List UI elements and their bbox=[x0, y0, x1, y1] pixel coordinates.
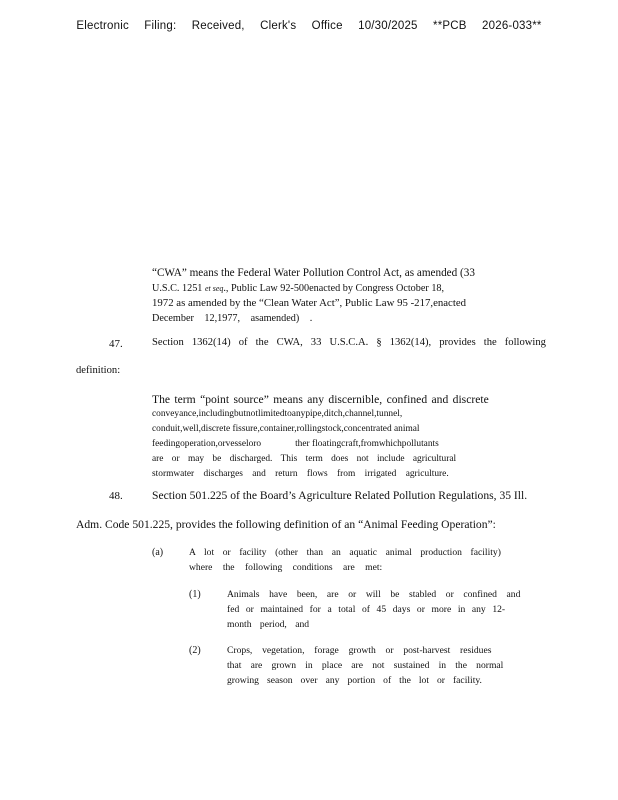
cwa-line-3: 1972 as amended by the “Clean Water Act”, Public Law 95 -217,enacted bbox=[152, 297, 467, 309]
ps-line-3-b: fissure,container,rollingstock,concentrated bbox=[232, 424, 392, 434]
afo-2-text bbox=[227, 643, 503, 688]
ps-line-6: stormwater discharges and return flows from irrigated agriculture. bbox=[152, 469, 449, 479]
ps-line-1: The term “point source” means any discernible, confined and discrete bbox=[152, 393, 489, 406]
para-47-number: 47. bbox=[109, 338, 123, 350]
ps-line-3 bbox=[152, 422, 504, 437]
afo-2-line-1: Crops, vegetation, forage growth or post-harvest residues bbox=[227, 645, 492, 656]
ps-line-4 bbox=[152, 437, 530, 452]
afo-2-label: (2) bbox=[189, 645, 201, 656]
para-47-continuation: definition: bbox=[76, 365, 121, 376]
ps-line-4-a: feedingoperation,orvesseloro bbox=[152, 439, 262, 449]
ps-line-3-c: animal bbox=[394, 424, 420, 434]
afo-a-line-1: A lot or facility (other than an aquatic animal production facility) bbox=[189, 547, 501, 558]
cwa-by-congress: by Congress bbox=[342, 283, 394, 294]
cwa-line-1: “CWA” means the Federal Water Pollution Control Act, as amended (33 bbox=[152, 267, 475, 279]
ps-line-5: are or may be discharged. This term does not include agricultural bbox=[152, 454, 457, 464]
ps-line-2: conveyance,includingbutnotlimitedtoanypipe,ditch,channel,tunnel, bbox=[152, 409, 403, 419]
cwa-line-4: December 12,1977, asamended) . bbox=[152, 313, 313, 324]
afo-a-line-2: where the following conditions are met: bbox=[189, 562, 383, 573]
cwa-usc: U.S.C. bbox=[152, 283, 180, 294]
filing-header: Electronic Filing: Received, Clerk's Office 10/30/2025 **PCB 2026-033** bbox=[76, 20, 542, 32]
para-48-number: 48. bbox=[109, 490, 123, 502]
afo-2-line-2: that are grown in place are not sustained in the normal bbox=[227, 660, 504, 671]
afo-1-line-2: fed or maintained for a total of 45 days or more in any 12- bbox=[227, 604, 506, 615]
cwa-section: 1251 bbox=[182, 283, 203, 294]
afo-2-line-3: growing season over any portion of the lot or facility. bbox=[227, 675, 482, 686]
afo-1-text bbox=[227, 587, 520, 632]
para-48-continuation: Adm. Code 501.225, provides the following definition of an “Animal Feeding Operation”: bbox=[76, 518, 496, 531]
afo-1-line-3: month period, and bbox=[227, 619, 310, 630]
cwa-et-seq: et seq bbox=[204, 284, 224, 293]
cwa-public-law: ., Public Law 92-500enacted bbox=[223, 283, 341, 294]
ps-line-4-b: ther floatingcraft,fromwhichpollutants bbox=[295, 439, 439, 449]
ps-line-3-a: conduit,well,discrete bbox=[152, 424, 231, 434]
afo-a-label: (a) bbox=[152, 547, 164, 558]
cwa-line-2 bbox=[152, 281, 517, 296]
afo-a-text bbox=[189, 545, 501, 575]
point-source-quote bbox=[152, 392, 530, 482]
cwa-definition bbox=[152, 266, 504, 326]
para-48-text: Section 501.225 of the Board’s Agriculture Related Pollution Regulations, 35 Ill. bbox=[152, 489, 528, 502]
cwa-date: October 18, bbox=[395, 283, 445, 294]
para-47-text: Section 1362(14) of the CWA, 33 U.S.C.A. § 1362(14), provides the following bbox=[152, 337, 546, 348]
afo-1-label: (1) bbox=[189, 589, 201, 600]
afo-1-line-1: Animals have been, are or will be stabled or confined and bbox=[227, 589, 521, 600]
